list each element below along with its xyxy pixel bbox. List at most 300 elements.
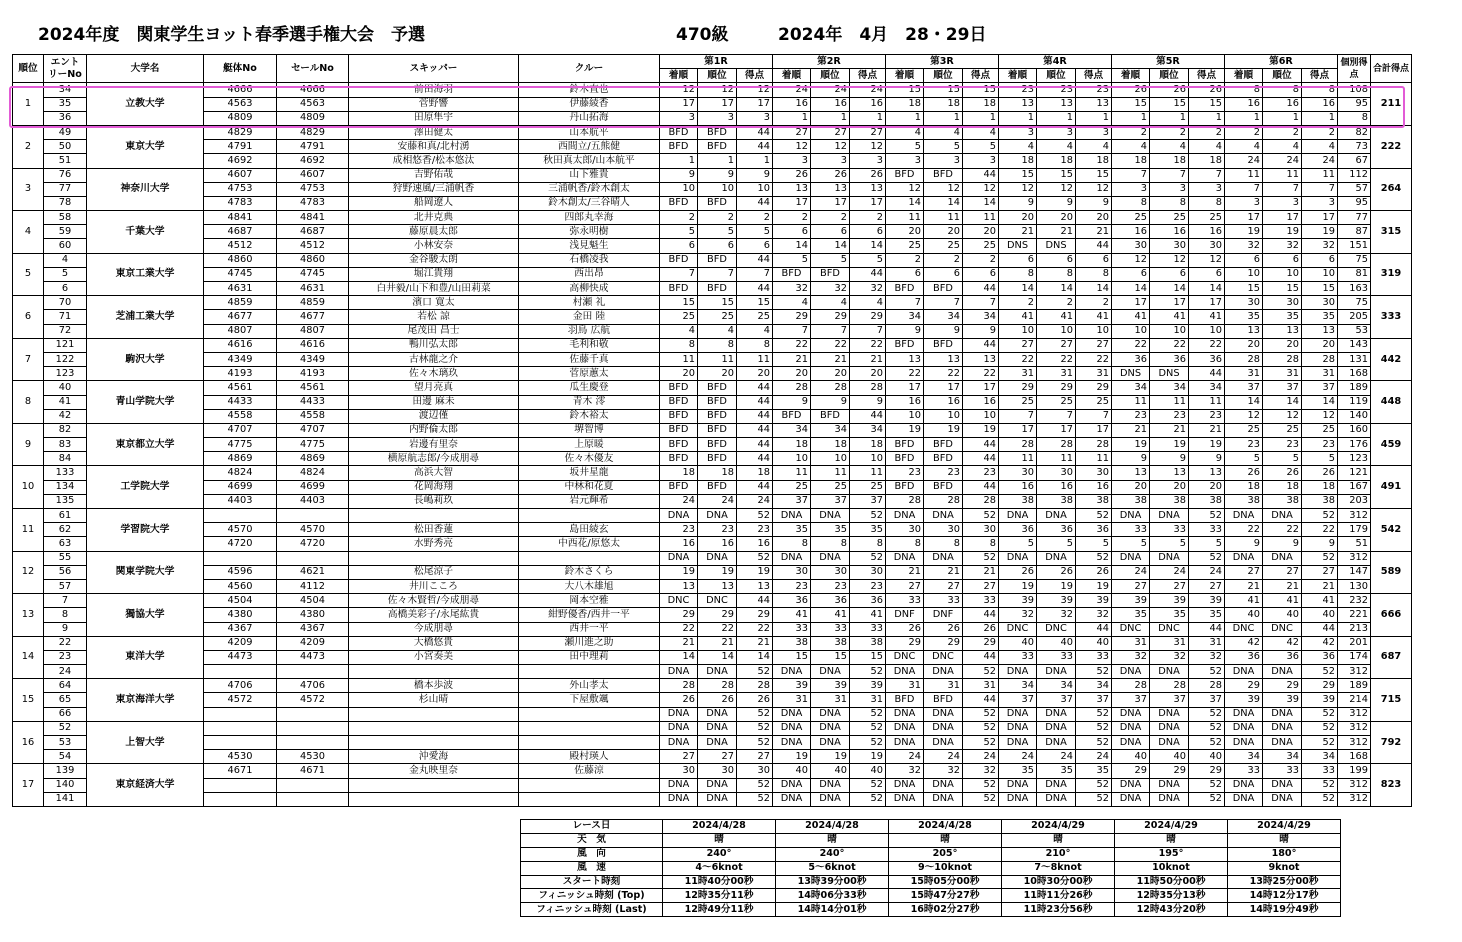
- individual-points-cell: 151: [1338, 239, 1371, 253]
- race-1-cell: BFD: [698, 423, 737, 437]
- race-3-cell: 27: [924, 579, 963, 593]
- race-3-cell: BFD: [886, 338, 924, 352]
- race-3-cell: 13: [886, 352, 924, 366]
- race-6-cell: 9: [1263, 537, 1302, 551]
- race-5-cell: 13: [1112, 466, 1150, 480]
- race-2-cell: 35: [773, 523, 811, 537]
- individual-points-cell: 168: [1338, 367, 1371, 381]
- table-row: [13, 282, 1412, 296]
- hull-cell: 4631: [204, 282, 277, 296]
- sail-cell: 4841: [277, 211, 349, 225]
- race-3-cell: DNA: [886, 707, 924, 721]
- individual-points-cell: 221: [1338, 608, 1371, 622]
- race-5-cell: DNA: [1112, 551, 1150, 565]
- condition-value: 4～6knot: [663, 861, 776, 875]
- race-2-cell: 5: [811, 253, 850, 267]
- race-3-cell: 4: [963, 125, 999, 139]
- condition-value: 9～10knot: [889, 861, 1002, 875]
- race-5-cell: 10: [1150, 324, 1189, 338]
- condition-value: 晴: [889, 833, 1002, 847]
- race-4-cell: 10: [1076, 324, 1112, 338]
- race-3-cell: 44: [963, 338, 999, 352]
- race-2-cell: 8: [850, 537, 886, 551]
- race-6-cell: 39: [1302, 693, 1338, 707]
- race-4-cell: 11: [1037, 452, 1076, 466]
- race-5-cell: 5: [1189, 537, 1225, 551]
- race-1-cell: 18: [737, 466, 773, 480]
- entry-cell: 76: [44, 168, 87, 182]
- sail-cell: 4745: [277, 267, 349, 281]
- race-3-cell: 52: [963, 778, 999, 792]
- race-3-cell: 19: [924, 423, 963, 437]
- table-row: [13, 551, 1412, 565]
- race-4-cell: 25: [1076, 395, 1112, 409]
- table-row: [13, 211, 1412, 225]
- race-1-cell: 15: [698, 296, 737, 310]
- race-1-cell: 16: [737, 537, 773, 551]
- individual-points-cell: 213: [1338, 622, 1371, 636]
- skipper-cell: [349, 707, 519, 721]
- race-2-cell: 21: [850, 352, 886, 366]
- hull-cell: [204, 509, 277, 523]
- race-1-cell: DNA: [660, 721, 698, 735]
- race-2-cell: 8: [773, 537, 811, 551]
- sail-cell: 4666: [277, 83, 349, 97]
- entry-cell: 60: [44, 239, 87, 253]
- university-cell: 駒沢大学: [87, 338, 204, 381]
- race-5-cell: 11: [1112, 395, 1150, 409]
- table-row: [13, 480, 1412, 494]
- race-6-cell: 26: [1263, 466, 1302, 480]
- crew-cell: 中林和花夏: [519, 480, 660, 494]
- skipper-cell: 花岡海翔: [349, 480, 519, 494]
- race-6-cell: 41: [1302, 594, 1338, 608]
- race-4-cell: 40: [1037, 636, 1076, 650]
- race-4-cell: 38: [1076, 494, 1112, 508]
- race-6-cell: 10: [1302, 267, 1338, 281]
- race-2-cell: DNA: [773, 778, 811, 792]
- race-4-cell: 12: [999, 182, 1037, 196]
- race-1-cell: 21: [737, 636, 773, 650]
- race-1-cell: DNA: [660, 792, 698, 806]
- race-6-cell: 11: [1263, 168, 1302, 182]
- race-4-cell: 4: [1076, 140, 1112, 154]
- individual-points-cell: 119: [1338, 395, 1371, 409]
- race-3-cell: 44: [963, 438, 999, 452]
- sail-cell: [277, 721, 349, 735]
- race-6-cell: 21: [1302, 579, 1338, 593]
- sail-cell: [277, 509, 349, 523]
- race-2-cell: 35: [811, 523, 850, 537]
- entry-cell: 42: [44, 409, 87, 423]
- race-5-cell: 34: [1150, 381, 1189, 395]
- race-4-cell: 30: [1076, 466, 1112, 480]
- race-6-cell: 13: [1263, 324, 1302, 338]
- race-6-cell: 40: [1263, 608, 1302, 622]
- race-2-cell: DNA: [773, 721, 811, 735]
- race-2-cell: DNA: [773, 509, 811, 523]
- hull-cell: 4720: [204, 537, 277, 551]
- skipper-cell: 大橋悠貴: [349, 636, 519, 650]
- race-3-cell: 28: [886, 494, 924, 508]
- sail-cell: 4807: [277, 324, 349, 338]
- race-5-cell: 22: [1189, 338, 1225, 352]
- table-row: [13, 154, 1412, 168]
- sail-cell: 4706: [277, 679, 349, 693]
- race-6-cell: 13: [1302, 324, 1338, 338]
- entry-cell: 72: [44, 324, 87, 338]
- race-2-subheader: 順位: [811, 69, 850, 83]
- race-3-cell: 52: [963, 736, 999, 750]
- sail-cell: 4720: [277, 537, 349, 551]
- individual-points-cell: 312: [1338, 792, 1371, 806]
- race-2-cell: DNA: [773, 551, 811, 565]
- hull-cell: 4745: [204, 267, 277, 281]
- race-2-cell: 7: [850, 324, 886, 338]
- race-4-cell: 1: [1076, 111, 1112, 125]
- race-5-cell: 33: [1150, 523, 1189, 537]
- hull-cell: 4616: [204, 338, 277, 352]
- table-row: [13, 650, 1412, 664]
- race-1-cell: 17: [660, 97, 698, 111]
- race-5-cell: 33: [1112, 523, 1150, 537]
- race-3-cell: 6: [886, 267, 924, 281]
- race-6-cell: DNA: [1225, 736, 1263, 750]
- crew-cell: 坂井星龍: [519, 466, 660, 480]
- condition-value: 7～8knot: [1002, 861, 1115, 875]
- race-5-cell: DNA: [1150, 509, 1189, 523]
- table-row: [13, 395, 1412, 409]
- condition-value: 11時11分26秒: [1002, 889, 1115, 903]
- condition-value: 10knot: [1115, 861, 1228, 875]
- race-5-cell: 5: [1150, 537, 1189, 551]
- race-4-cell: DNS: [1037, 239, 1076, 253]
- table-row: [13, 381, 1412, 395]
- race-2-cell: 16: [850, 97, 886, 111]
- race-5-cell: 26: [1189, 83, 1225, 97]
- race-1-cell: 44: [737, 409, 773, 423]
- race-2-cell: 24: [811, 83, 850, 97]
- sail-cell: 4775: [277, 438, 349, 452]
- race-1-cell: 52: [737, 778, 773, 792]
- table-row: [13, 665, 1412, 679]
- entry-cell: 64: [44, 679, 87, 693]
- race-6-cell: 7: [1263, 182, 1302, 196]
- race-3-cell: 25: [924, 239, 963, 253]
- race-4-cell: 32: [1076, 608, 1112, 622]
- race-3-cell: 19: [886, 423, 924, 437]
- race-2-cell: 1: [850, 111, 886, 125]
- race-3-cell: 15: [886, 83, 924, 97]
- race-6-cell: 28: [1302, 352, 1338, 366]
- race-1-cell: 25: [698, 310, 737, 324]
- skipper-cell: 佐々木賢哲/今成朋尋: [349, 594, 519, 608]
- race-4-cell: 16: [999, 480, 1037, 494]
- crew-cell: 瓜生慶登: [519, 381, 660, 395]
- crew-cell: 西間立/五熊健: [519, 140, 660, 154]
- race-4-cell: 28: [1037, 438, 1076, 452]
- race-6-cell: 28: [1263, 352, 1302, 366]
- race-1-cell: 28: [698, 679, 737, 693]
- race-5-cell: 52: [1189, 509, 1225, 523]
- race-4-cell: 26: [1037, 565, 1076, 579]
- total-points-cell: 715: [1371, 679, 1412, 722]
- crew-cell: 山下雅貴: [519, 168, 660, 182]
- race-6-cell: 36: [1225, 650, 1263, 664]
- race-5-cell: 9: [1189, 452, 1225, 466]
- race-5-cell: 40: [1189, 750, 1225, 764]
- race-4-cell: 52: [1076, 778, 1112, 792]
- race-1-cell: 23: [698, 523, 737, 537]
- individual-points-cell: 176: [1338, 438, 1371, 452]
- race-5-cell: 14: [1150, 282, 1189, 296]
- race-3-cell: 52: [963, 721, 999, 735]
- race-3-cell: 26: [924, 622, 963, 636]
- condition-value: 14時12分17秒: [1228, 889, 1341, 903]
- sail-cell: 4380: [277, 608, 349, 622]
- race-3-cell: 3: [886, 154, 924, 168]
- table-row: [13, 778, 1412, 792]
- race-1-cell: 52: [737, 721, 773, 735]
- race-2-cell: 10: [850, 452, 886, 466]
- race-3-cell: 10: [924, 409, 963, 423]
- race-4-subheader: 得点: [1076, 69, 1112, 83]
- race-6-cell: 30: [1263, 296, 1302, 310]
- race-5-cell: 23: [1189, 409, 1225, 423]
- race-5-cell: 30: [1112, 239, 1150, 253]
- race-5-cell: 52: [1189, 736, 1225, 750]
- condition-value: 2024/4/28: [889, 820, 1002, 834]
- race-6-cell: 12: [1225, 409, 1263, 423]
- race-2-cell: 44: [850, 409, 886, 423]
- race-3-cell: 16: [924, 395, 963, 409]
- race-5-cell: 8: [1112, 196, 1150, 210]
- individual-points-cell: 75: [1338, 296, 1371, 310]
- race-4-cell: 17: [999, 423, 1037, 437]
- race-1-cell: 2: [660, 211, 698, 225]
- race-6-cell: 32: [1225, 239, 1263, 253]
- race-6-cell: 27: [1225, 565, 1263, 579]
- col-university-header: 大学名: [87, 55, 204, 83]
- race-3-cell: 27: [963, 579, 999, 593]
- table-row: [13, 509, 1412, 523]
- race-3-header: 第3R: [886, 55, 999, 69]
- race-6-cell: 16: [1302, 97, 1338, 111]
- crew-cell: 羽鳥 広航: [519, 324, 660, 338]
- race-2-cell: 29: [773, 310, 811, 324]
- race-4-cell: 40: [999, 636, 1037, 650]
- crew-cell: 毛利和敬: [519, 338, 660, 352]
- race-3-cell: 9: [924, 324, 963, 338]
- table-row: [13, 97, 1412, 111]
- race-1-cell: 4: [660, 324, 698, 338]
- crew-cell: 外山孝太: [519, 679, 660, 693]
- race-5-cell: 19: [1150, 438, 1189, 452]
- condition-row: [521, 903, 1341, 917]
- hull-cell: 4504: [204, 594, 277, 608]
- race-2-cell: 13: [773, 182, 811, 196]
- hull-cell: [204, 792, 277, 806]
- entry-cell: 77: [44, 182, 87, 196]
- race-3-cell: 18: [924, 97, 963, 111]
- condition-value: 2024/4/29: [1228, 820, 1341, 834]
- race-3-cell: 6: [963, 267, 999, 281]
- entry-cell: 61: [44, 509, 87, 523]
- race-6-cell: 8: [1302, 83, 1338, 97]
- individual-points-cell: 167: [1338, 480, 1371, 494]
- race-2-cell: 27: [773, 125, 811, 139]
- race-3-cell: BFD: [924, 693, 963, 707]
- race-6-cell: DNA: [1263, 721, 1302, 735]
- individual-points-cell: 189: [1338, 381, 1371, 395]
- race-4-cell: 44: [1076, 239, 1112, 253]
- race-1-cell: DNC: [660, 594, 698, 608]
- race-2-cell: 41: [811, 608, 850, 622]
- race-4-subheader: 着順: [999, 69, 1037, 83]
- race-4-cell: 34: [1037, 679, 1076, 693]
- sail-cell: 4572: [277, 693, 349, 707]
- entry-cell: 54: [44, 750, 87, 764]
- race-5-cell: 27: [1189, 579, 1225, 593]
- race-5-subheader: 得点: [1189, 69, 1225, 83]
- table-row: [13, 792, 1412, 806]
- rank-cell: 10: [13, 466, 44, 509]
- race-1-subheader: 得点: [737, 69, 773, 83]
- race-6-cell: 17: [1225, 211, 1263, 225]
- race-5-cell: 1: [1150, 111, 1189, 125]
- hull-cell: [204, 721, 277, 735]
- race-5-cell: 1: [1189, 111, 1225, 125]
- individual-points-cell: 123: [1338, 452, 1371, 466]
- entry-cell: 51: [44, 154, 87, 168]
- race-3-cell: 31: [886, 679, 924, 693]
- race-2-cell: 40: [811, 764, 850, 778]
- skipper-cell: [349, 778, 519, 792]
- race-6-cell: 40: [1302, 608, 1338, 622]
- race-1-cell: 30: [737, 764, 773, 778]
- race-2-cell: 33: [773, 622, 811, 636]
- race-3-cell: BFD: [924, 438, 963, 452]
- race-6-cell: 15: [1302, 282, 1338, 296]
- condition-value: 2024/4/29: [1002, 820, 1115, 834]
- skipper-cell: 高浜大智: [349, 466, 519, 480]
- hull-cell: 4753: [204, 182, 277, 196]
- race-2-cell: 2: [850, 211, 886, 225]
- race-3-cell: 18: [886, 97, 924, 111]
- race-5-cell: 18: [1189, 154, 1225, 168]
- race-2-cell: 32: [811, 282, 850, 296]
- race-3-cell: 5: [963, 140, 999, 154]
- race-3-cell: DNA: [886, 792, 924, 806]
- race-3-cell: 33: [963, 594, 999, 608]
- skipper-cell: [349, 721, 519, 735]
- race-5-cell: DNA: [1112, 665, 1150, 679]
- crew-cell: 岩元輝希: [519, 494, 660, 508]
- race-1-cell: 21: [660, 636, 698, 650]
- entry-cell: 36: [44, 111, 87, 125]
- race-1-cell: 5: [660, 225, 698, 239]
- skipper-cell: 金丸映里奈: [349, 764, 519, 778]
- race-1-cell: BFD: [660, 452, 698, 466]
- rank-cell: 13: [13, 594, 44, 637]
- entry-cell: 133: [44, 466, 87, 480]
- race-1-cell: 44: [737, 381, 773, 395]
- skipper-cell: 岩邊有里奈: [349, 438, 519, 452]
- race-3-cell: BFD: [886, 168, 924, 182]
- race-3-cell: BFD: [886, 693, 924, 707]
- race-2-cell: 52: [850, 707, 886, 721]
- race-4-cell: 14: [999, 282, 1037, 296]
- race-6-cell: 15: [1263, 282, 1302, 296]
- race-2-subheader: 着順: [773, 69, 811, 83]
- table-row: [13, 111, 1412, 125]
- race-1-cell: BFD: [698, 125, 737, 139]
- race-5-cell: 52: [1189, 721, 1225, 735]
- entry-cell: 134: [44, 480, 87, 494]
- condition-value: 195°: [1115, 847, 1228, 861]
- race-3-cell: 31: [924, 679, 963, 693]
- race-3-cell: BFD: [924, 452, 963, 466]
- boat-class: 470級: [676, 25, 729, 45]
- sail-cell: [277, 707, 349, 721]
- sail-cell: 4433: [277, 395, 349, 409]
- race-2-cell: 22: [773, 338, 811, 352]
- race-5-cell: 12: [1189, 253, 1225, 267]
- race-2-cell: 32: [773, 282, 811, 296]
- race-6-cell: DNA: [1225, 665, 1263, 679]
- skipper-cell: 横原航志郎/今成朋尋: [349, 452, 519, 466]
- race-1-cell: DNA: [660, 736, 698, 750]
- entry-cell: 41: [44, 395, 87, 409]
- rank-cell: 11: [13, 509, 44, 552]
- race-1-cell: DNA: [698, 509, 737, 523]
- race-3-cell: 29: [963, 636, 999, 650]
- individual-points-cell: 312: [1338, 665, 1371, 679]
- race-5-cell: DNA: [1150, 792, 1189, 806]
- race-5-cell: 7: [1189, 168, 1225, 182]
- sail-cell: 4512: [277, 239, 349, 253]
- race-4-cell: 31: [999, 367, 1037, 381]
- race-4-cell: 36: [1037, 523, 1076, 537]
- university-cell: 東洋大学: [87, 636, 204, 679]
- race-1-cell: DNA: [698, 792, 737, 806]
- race-6-cell: 16: [1263, 97, 1302, 111]
- race-1-cell: 8: [698, 338, 737, 352]
- condition-label: 風 向: [521, 847, 663, 861]
- race-5-cell: 27: [1150, 579, 1189, 593]
- entry-cell: 135: [44, 494, 87, 508]
- race-6-cell: 39: [1263, 693, 1302, 707]
- total-points-cell: 823: [1371, 764, 1412, 807]
- race-4-cell: 6: [1076, 253, 1112, 267]
- race-4-cell: 18: [1037, 154, 1076, 168]
- race-2-cell: 52: [850, 665, 886, 679]
- race-3-cell: 28: [924, 494, 963, 508]
- race-5-cell: DNS: [1112, 367, 1150, 381]
- individual-points-cell: 95: [1338, 196, 1371, 210]
- race-1-cell: 6: [737, 239, 773, 253]
- sail-cell: 4671: [277, 764, 349, 778]
- race-5-cell: 5: [1112, 537, 1150, 551]
- race-3-cell: 52: [963, 792, 999, 806]
- table-row: [13, 367, 1412, 381]
- race-6-cell: 3: [1302, 196, 1338, 210]
- crew-cell: [519, 721, 660, 735]
- total-points-cell: 315: [1371, 211, 1412, 254]
- crew-cell: 鈴木裕太: [519, 409, 660, 423]
- race-6-cell: 9: [1225, 537, 1263, 551]
- race-2-cell: 33: [811, 622, 850, 636]
